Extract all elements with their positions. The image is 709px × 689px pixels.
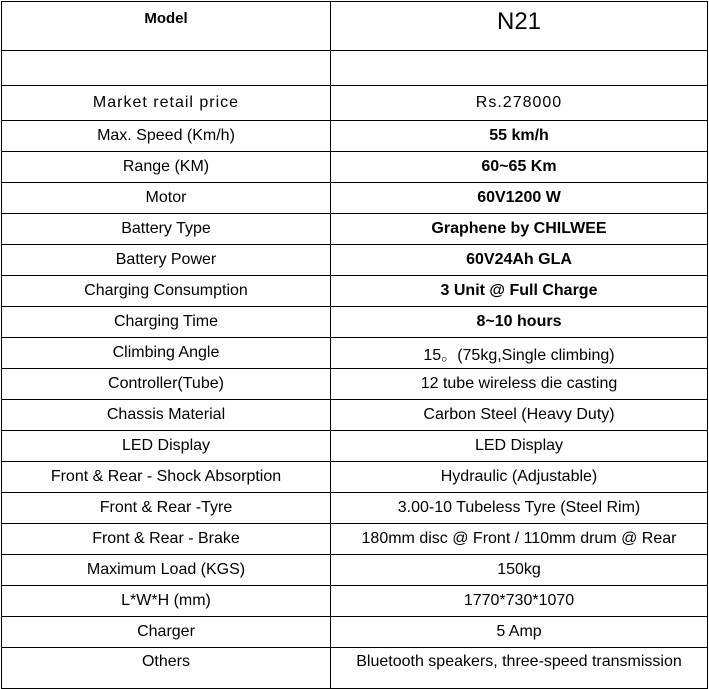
spec-row-charger [2,617,708,648]
spec-label: LED Display [2,431,331,462]
spec-value: LED Display [331,431,708,462]
spec-value: Carbon Steel (Heavy Duty) [331,400,708,431]
spec-label: Front & Rear - Brake [2,524,331,555]
spec-value: 180mm disc @ Front / 110mm drum @ Rear [331,524,708,555]
spec-row-chassis [2,400,708,431]
spec-row-retail-price [2,86,708,121]
blank-row [2,51,708,86]
spec-row-controller [2,369,708,400]
spec-value: 3.00-10 Tubeless Tyre (Steel Rim) [331,493,708,524]
spec-value: 8~10 hours [331,307,708,338]
spec-row-charging-time [2,307,708,338]
spec-row-battery-power [2,245,708,276]
spec-row-led-display [2,431,708,462]
spec-value: Graphene by CHILWEE [331,214,708,245]
spec-label: Motor [2,183,331,214]
spec-label: Others [2,648,331,689]
spec-row-dimensions [2,586,708,617]
spec-value: 1770*730*1070 [331,586,708,617]
model-name: N21 [331,2,708,51]
spec-value: 5 Amp [331,617,708,648]
spec-row-climbing-angle [2,338,708,369]
spec-label: Max. Speed (Km/h) [2,121,331,152]
spec-row-max-load [2,555,708,586]
header-label: Model [2,2,331,51]
spec-label: Front & Rear -Tyre [2,493,331,524]
spec-row-tyre [2,493,708,524]
spec-label: Charging Time [2,307,331,338]
spec-value: 60~65 Km [331,152,708,183]
spec-value: 60V1200 W [331,183,708,214]
spec-row-range [2,152,708,183]
spec-label: Controller(Tube) [2,369,331,400]
blank-cell [331,51,708,86]
spec-value: 3 Unit @ Full Charge [331,276,708,307]
spec-value: 60V24Ah GLA [331,245,708,276]
spec-label: Battery Type [2,214,331,245]
spec-row-motor [2,183,708,214]
spec-table [1,1,708,689]
spec-value: Rs.278000 [331,86,708,121]
spec-label: Chassis Material [2,400,331,431]
spec-value: 150kg [331,555,708,586]
spec-label: Front & Rear - Shock Absorption [2,462,331,493]
spec-value: Bluetooth speakers, three-speed transmission [331,648,708,689]
spec-row-battery-type [2,214,708,245]
spec-label: Climbing Angle [2,338,331,369]
spec-row-charging-consumption [2,276,708,307]
spec-label: Battery Power [2,245,331,276]
spec-row-brake [2,524,708,555]
header-row [2,2,708,51]
spec-value: 15。(75kg,Single climbing) [331,338,708,369]
spec-label: Range (KM) [2,152,331,183]
spec-label: L*W*H (mm) [2,586,331,617]
spec-value: Hydraulic (Adjustable) [331,462,708,493]
spec-value: 55 km/h [331,121,708,152]
spec-row-others [2,648,708,689]
spec-label: Charger [2,617,331,648]
spec-label: Charging Consumption [2,276,331,307]
spec-label: Maximum Load (KGS) [2,555,331,586]
spec-label: Market retail price [2,86,331,121]
blank-cell [2,51,331,86]
spec-row-shock-absorption [2,462,708,493]
spec-row-max-speed [2,121,708,152]
spec-value: 12 tube wireless die casting [331,369,708,400]
